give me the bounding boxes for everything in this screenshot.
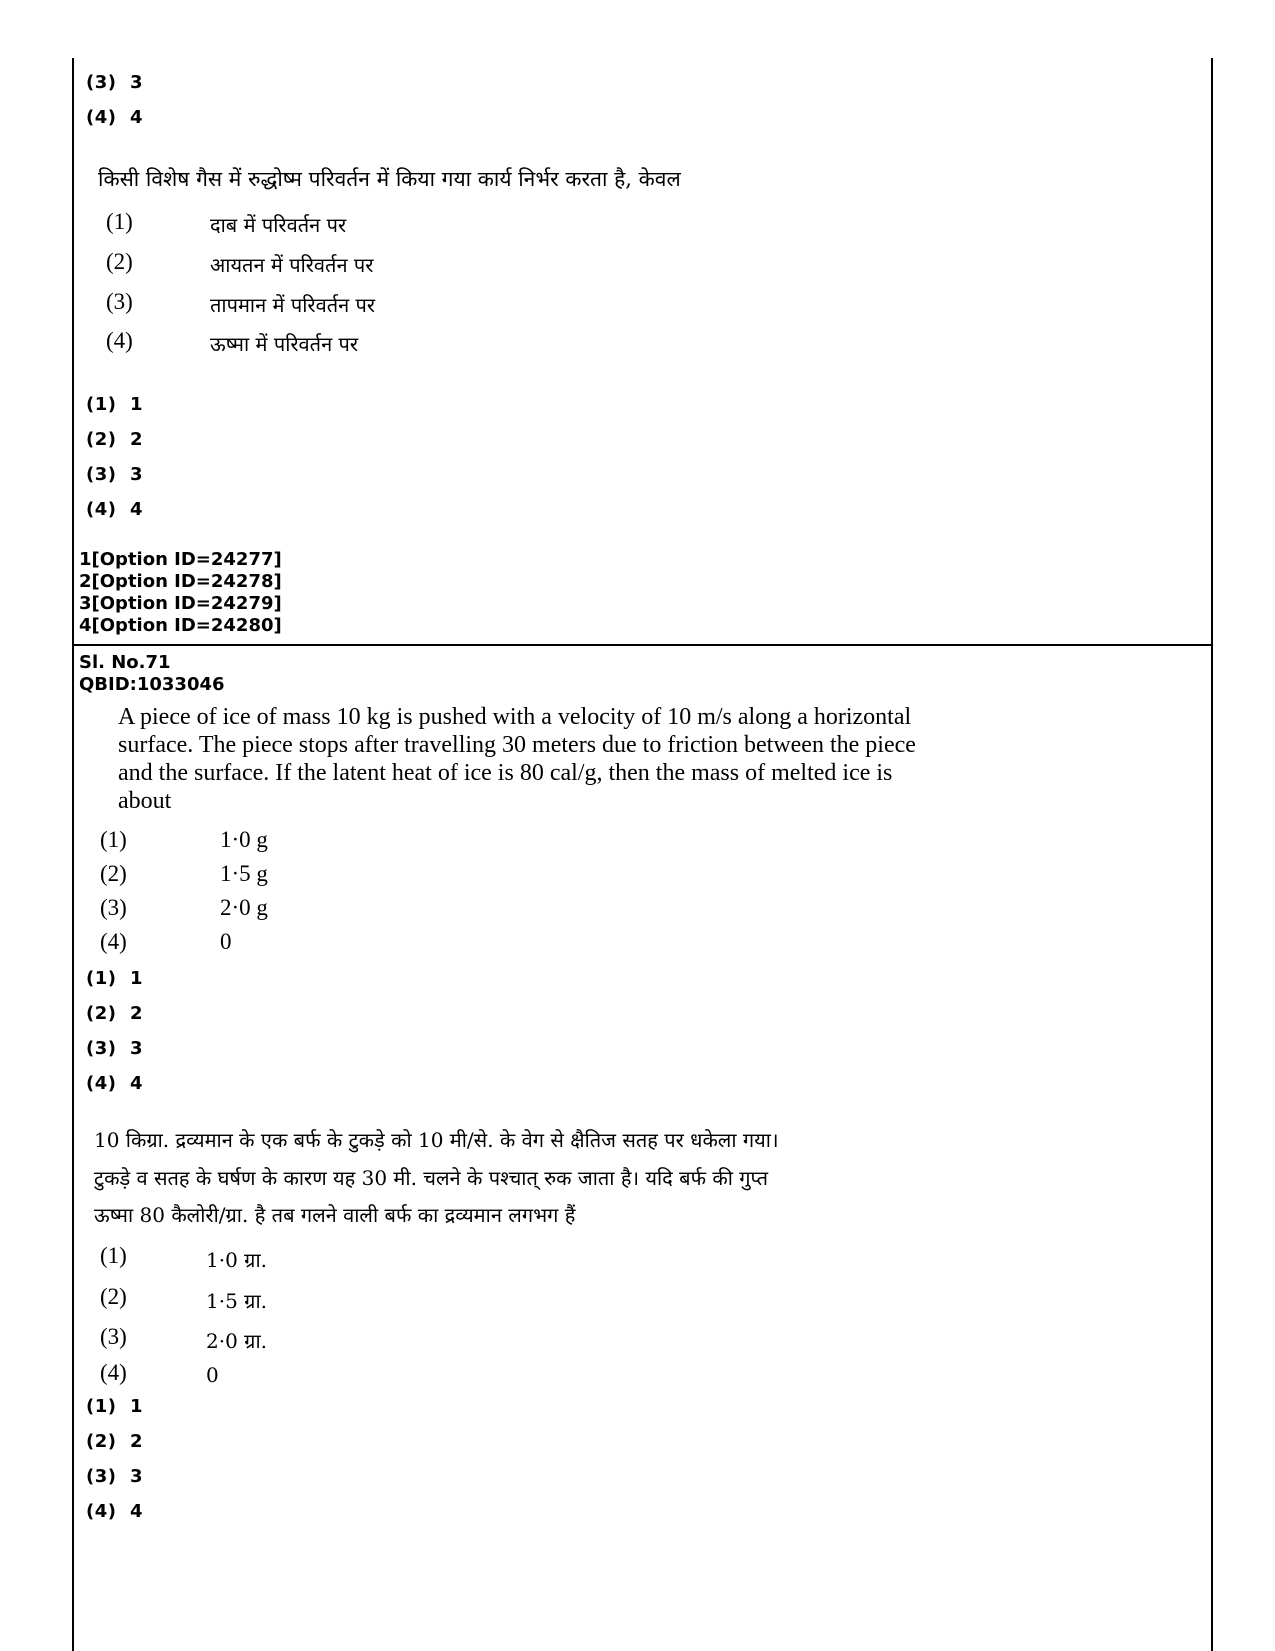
answer-option: (2) 2 <box>86 429 144 450</box>
answer-option: (1) 1 <box>86 1396 144 1417</box>
option-text: 0 <box>220 929 232 954</box>
question-divider <box>72 644 1213 646</box>
option-text: 0 <box>206 1363 219 1387</box>
option-text: आयतन में परिवर्तन पर <box>210 253 374 277</box>
answer-option: (2) 2 <box>86 1431 144 1452</box>
option-number: (4) <box>106 328 133 353</box>
option-number: (1) <box>100 1243 127 1268</box>
option-number: (3) <box>100 1324 127 1349</box>
question-stem-line: A piece of ice of mass 10 kg is pushed with a velocity of 10 m/s along a horizontal <box>118 704 912 730</box>
option-number: (3) <box>100 895 127 920</box>
option-text: 1·5 ग्रा. <box>206 1289 267 1313</box>
option-id: 2[Option ID=24278] <box>79 571 282 592</box>
option-number: (4) <box>100 1360 127 1385</box>
answer-option: (2) 2 <box>86 1003 144 1024</box>
option-number: (4) <box>100 929 127 954</box>
option-text: 1·5 g <box>220 861 268 886</box>
answer-option: (3) 3 <box>86 1038 144 1059</box>
answer-option: (1) 1 <box>86 394 144 415</box>
option-number: (2) <box>100 1284 127 1309</box>
question-stem-line: about <box>118 788 172 814</box>
option-number: (2) <box>106 249 133 274</box>
answer-option: (1) 1 <box>86 968 144 989</box>
qbid: QBID:1033046 <box>79 674 225 695</box>
option-id: 1[Option ID=24277] <box>79 549 282 570</box>
question-stem-line: and the surface. If the latent heat of ice is 80 cal/g, then the mass of melted ice is <box>118 760 893 786</box>
option-text: 2·0 g <box>220 895 268 920</box>
option-number: (1) <box>106 209 133 234</box>
option-text: ऊष्मा में परिवर्तन पर <box>210 332 359 356</box>
answer-option: (3) 3 <box>86 1466 144 1487</box>
option-number: (3) <box>106 289 133 314</box>
answer-option: (3) 3 <box>86 464 144 485</box>
option-number: (1) <box>100 827 127 852</box>
option-id: 3[Option ID=24279] <box>79 593 282 614</box>
question-stem-hindi-line: ऊष्मा 80 कैलोरी/ग्रा. है तब गलने वाली बर्फ का द्रव्यमान लगभग हैं <box>94 1203 576 1227</box>
option-text: 2·0 ग्रा. <box>206 1329 267 1353</box>
option-text: दाब में परिवर्तन पर <box>210 213 347 237</box>
answer-option: (3) 3 <box>86 72 144 93</box>
option-text: 1·0 ग्रा. <box>206 1248 267 1272</box>
answer-option: (4) 4 <box>86 499 144 520</box>
answer-option: (4) 4 <box>86 1073 144 1094</box>
option-text: तापमान में परिवर्तन पर <box>210 293 376 317</box>
option-text: 1·0 g <box>220 827 268 852</box>
option-id: 4[Option ID=24280] <box>79 615 282 636</box>
question-stem-hindi: किसी विशेष गैस में रुद्धोष्म परिवर्तन में किया गया कार्य निर्भर करता है, केवल <box>98 167 681 191</box>
question-stem-hindi-line: टुकड़े व सतह के घर्षण के कारण यह 30 मी. चलने के पश्चात् रुक जाता है। यदि बर्फ की गुप्त <box>94 1166 769 1190</box>
answer-option: (4) 4 <box>86 107 144 128</box>
right-border <box>1211 58 1213 1651</box>
answer-option: (4) 4 <box>86 1501 144 1522</box>
question-stem-hindi-line: 10 किग्रा. द्रव्यमान के एक बर्फ के टुकड़े को 10 मी/से. के वेग से क्षैतिज सतह पर धकेला गया। <box>94 1128 779 1152</box>
option-number: (2) <box>100 861 127 886</box>
left-border <box>72 58 74 1651</box>
serial-number: Sl. No.71 <box>79 652 171 673</box>
question-stem-line: surface. The piece stops after travelling 30 meters due to friction between the piece <box>118 732 916 758</box>
